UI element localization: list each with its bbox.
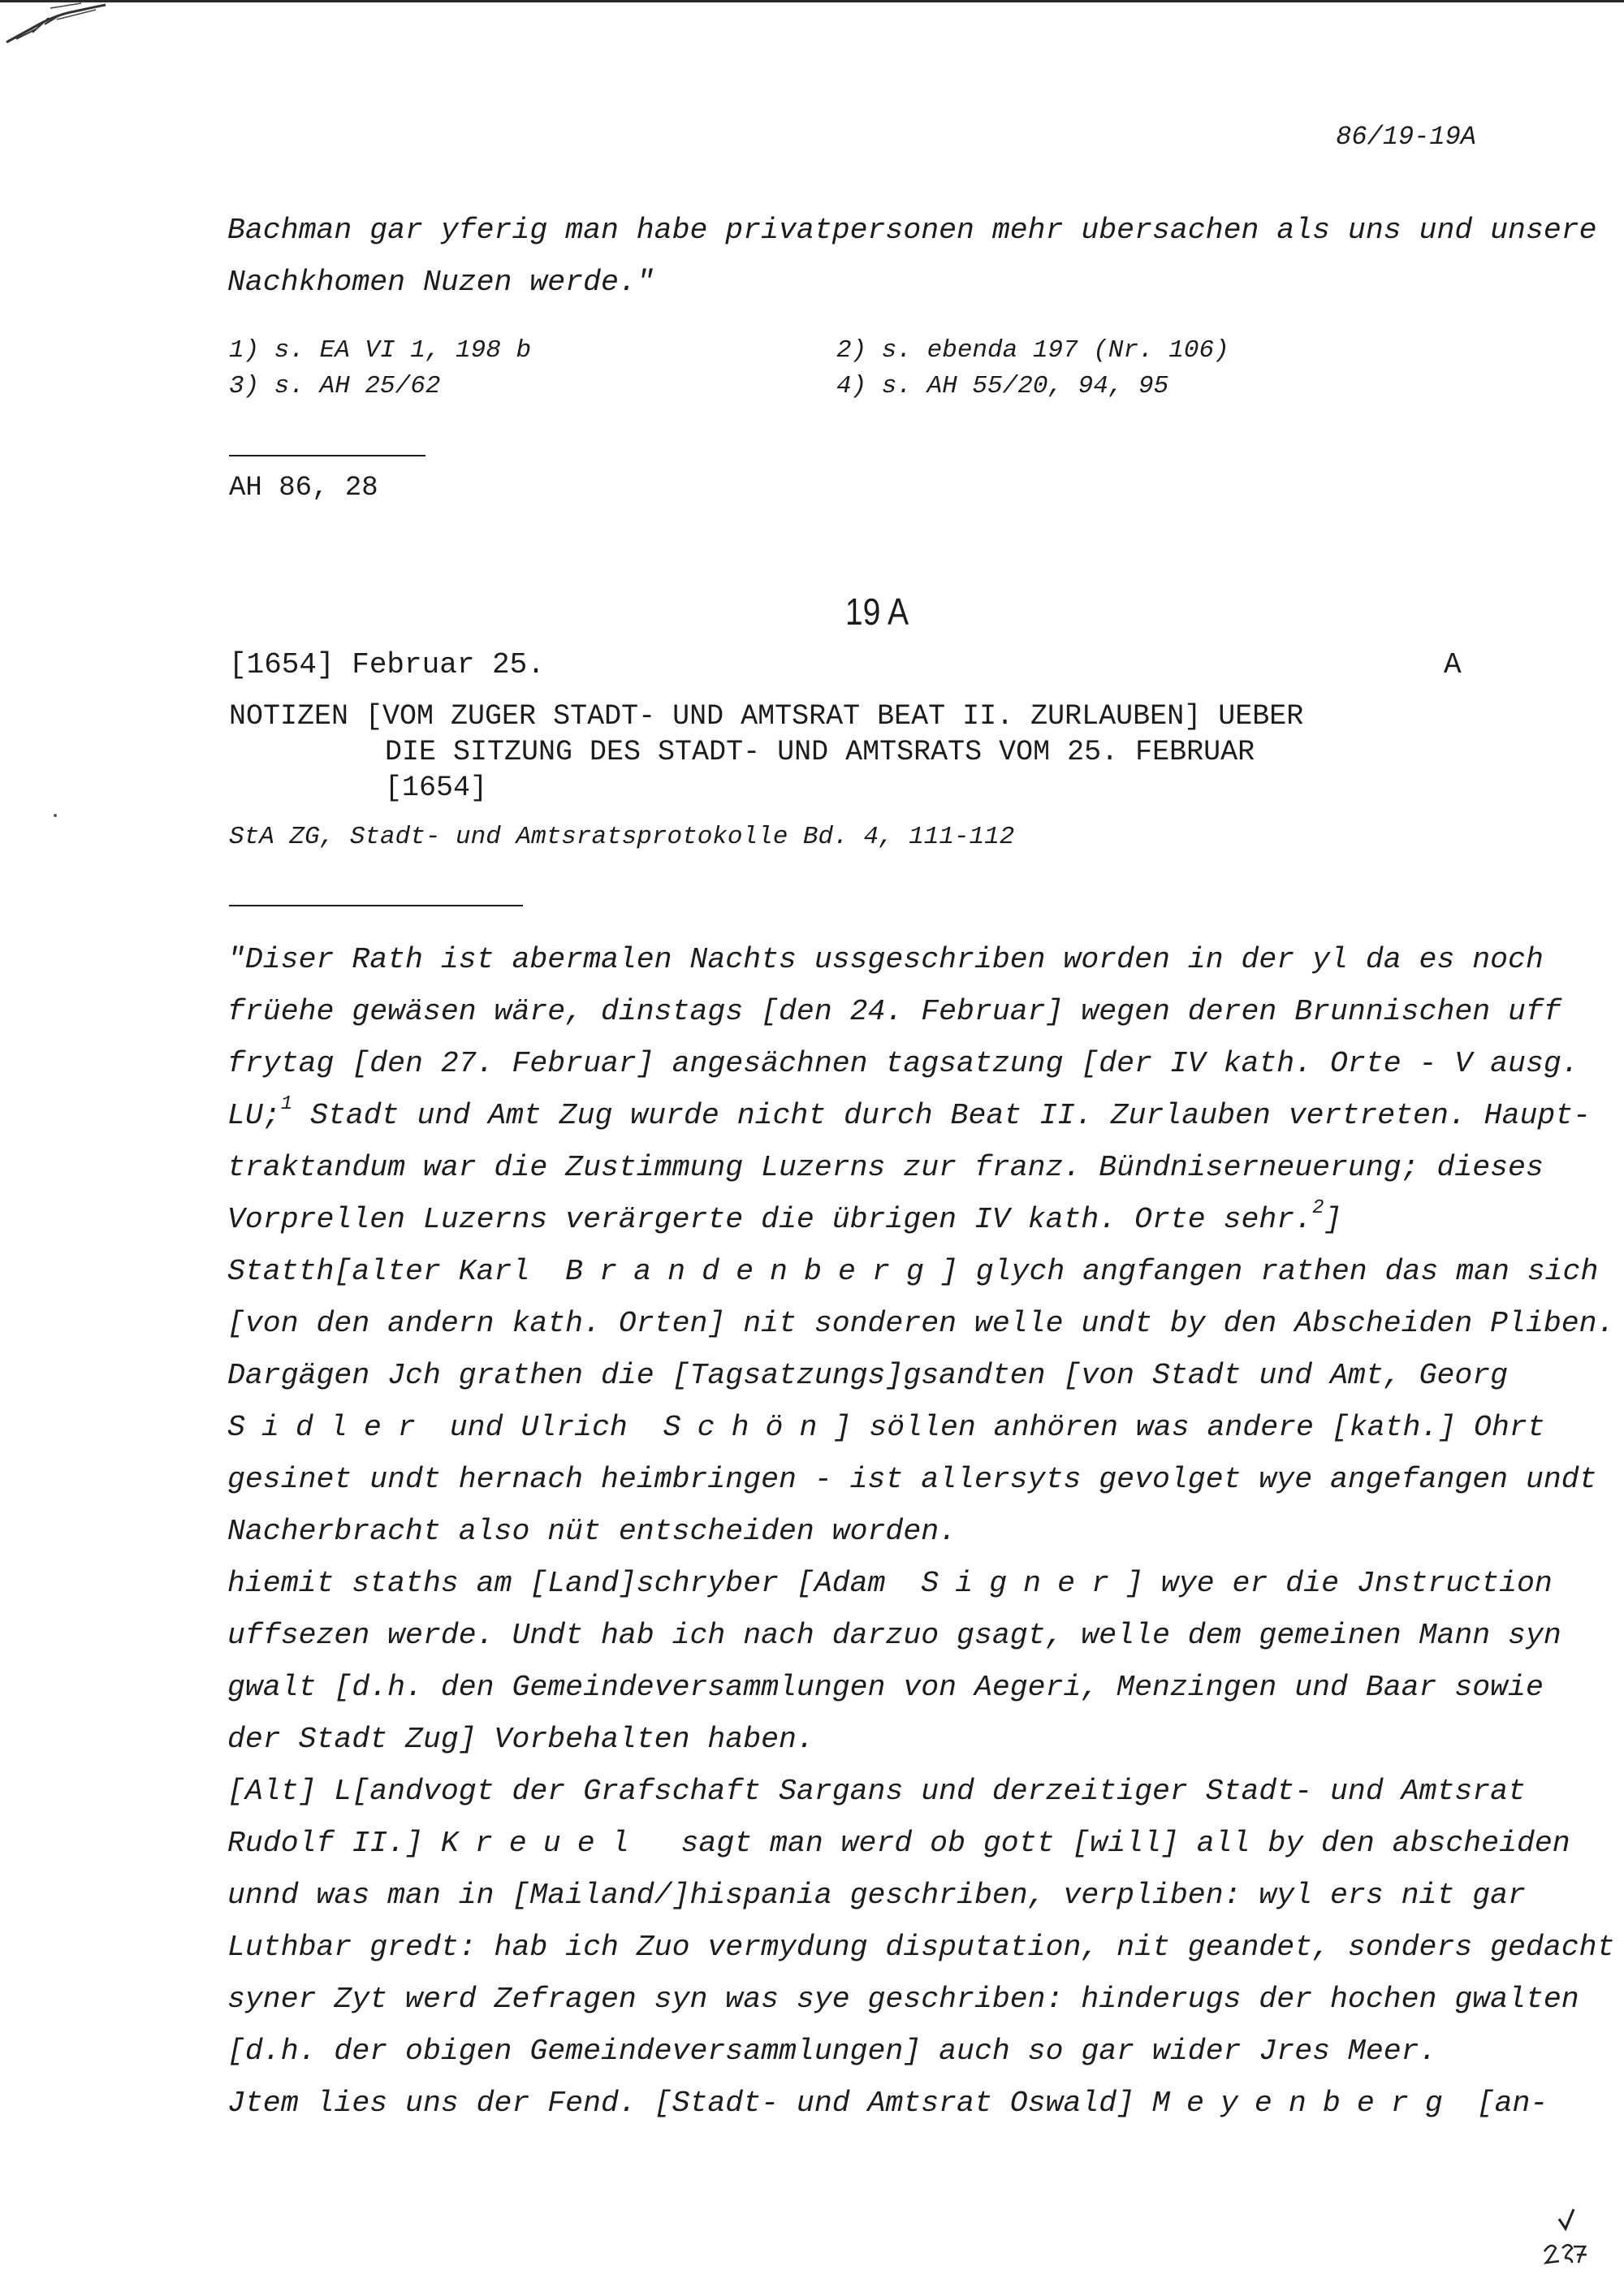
spaced-name: Meyenberg (1152, 2087, 1459, 2120)
body-text: ] söllen anhören was andere [kath.] Ohrt (833, 1411, 1545, 1444)
body-text: sagt man werd ob gott [will] all by den abscheiden (645, 1827, 1570, 1860)
body-text: und Ulrich (431, 1411, 663, 1444)
footnote-marker: 1 (280, 1093, 293, 1115)
body-text: ] (1324, 1203, 1342, 1236)
document-type-letter: A (1444, 648, 1462, 681)
body-line: gesinet undt hernach heimbringen - ist allersyts gevolget wye angefangen undt (227, 1463, 1597, 1496)
document-title-line: [1654] (385, 772, 488, 804)
body-line (227, 1197, 1342, 1238)
body-line: "Diser Rath ist abermalen Nachts ussgeschriben worden in der yl da es noch (227, 943, 1544, 976)
document-title-line: NOTIZEN [VOM ZUGER STADT- UND AMTSRAT BEAT II. ZURLAUBEN] UEBER (229, 700, 1304, 733)
spaced-name: Kreuel (440, 1827, 646, 1860)
separator-rule (229, 455, 425, 456)
body-line (227, 1826, 1570, 1862)
body-text: [an- (1458, 2087, 1548, 2120)
footnote-3: 3) s. AH 25/62 (229, 372, 441, 400)
page-number: 86/19-19A (1336, 122, 1476, 152)
handwritten-mark (1541, 2195, 1590, 2268)
spaced-name: Signer (921, 1567, 1126, 1600)
intro-line: Bachman gar yferig man habe privatpersonen mehr ubersachen als uns und unsere (227, 214, 1597, 247)
separator-rule (229, 905, 523, 906)
body-text: Stadt und Amt Zug wurde nicht durch Beat II. Zurlauben vertreten. Haupt- (292, 1099, 1592, 1132)
scan-speck (54, 814, 57, 817)
body-text: Vorprellen Luzerns verärgerte die übrigen IV kath. Orte sehr. (227, 1203, 1313, 1236)
footnote-4: 4) s. AH 55/20, 94, 95 (836, 372, 1169, 400)
body-line: traktandum war die Zustimmung Luzerns zur franz. Bündniserneuerung; dieses (227, 1151, 1544, 1184)
body-text: Rudolf II.] (227, 1827, 441, 1860)
body-line: syner Zyt werd Zefragen syn was sye geschriben: hinderugs der hochen gwalten (227, 1983, 1579, 2016)
body-text: ] glych angfangen rathen das man sich (939, 1255, 1599, 1288)
body-line (227, 1410, 1545, 1446)
footnote-2: 2) s. ebenda 197 (Nr. 106) (836, 336, 1229, 365)
body-line: der Stadt Zug] Vorbehalten haben. (227, 1723, 814, 1756)
document-number: 19 A (844, 590, 909, 633)
body-text: ] wye er die Jnstruction (1125, 1567, 1553, 1600)
body-text: hiemit staths am [Land]schryber [Adam (227, 1567, 922, 1600)
body-line (227, 1566, 1553, 1602)
body-line: unnd was man in [Mailand/]hispania geschriben, verpliben: wyl ers nit gar (227, 1879, 1526, 1912)
body-text: Jtem lies uns der Fend. [Stadt- und Amtsrat Oswald] (227, 2087, 1152, 2120)
body-line: frytag [den 27. Februar] angesächnen tagsatzung [der IV kath. Orte - V ausg. (227, 1047, 1579, 1080)
spaced-name: Sidler (227, 1411, 432, 1444)
intro-line: Nachkhomen Nuzen werde." (227, 266, 654, 299)
body-line: früehe gewäsen wäre, dinstags [den 24. Februar] wegen deren Brunnischen uff (227, 995, 1561, 1028)
body-line (227, 1093, 1592, 1134)
body-line: [von den andern kath. Orten] nit sonderen welle undt by den Abscheiden Pliben. (227, 1307, 1615, 1340)
body-line: uffsezen werde. Undt hab ich nach darzuo gsagt, welle dem gemeinen Mann syn (227, 1619, 1561, 1652)
scan-top-edge (0, 0, 1624, 2)
body-line (227, 2086, 1548, 2121)
body-line (227, 1254, 1598, 1290)
spaced-name: Schön (663, 1411, 834, 1444)
source-reference: AH 86, 28 (229, 473, 378, 504)
body-line: Luthbar gredt: hab ich Zuo vermydung disputation, nit geandet, sonders gedacht (227, 1931, 1615, 1964)
scan-mark-corner (0, 0, 114, 57)
footnote-marker: 2 (1312, 1197, 1324, 1219)
body-line: [d.h. der obigen Gemeindeversammlungen] auch so gar wider Jres Meer. (227, 2035, 1437, 2068)
body-text: Statth[alter Karl (227, 1255, 566, 1288)
document-title-line: DIE SITZUNG DES STADT- UND AMTSRATS VOM 25. FEBRUAR (385, 736, 1255, 768)
body-line: Dargägen Jch grathen die [Tagsatzungs]gsandten [von Stadt und Amt, Georg (227, 1359, 1509, 1392)
document-date: [1654] Februar 25. (229, 648, 545, 681)
body-line: [Alt] L[andvogt der Grafschaft Sargans und derzeitiger Stadt- und Amtsrat (227, 1775, 1526, 1808)
body-text: LU; (227, 1099, 281, 1132)
body-line: Nacherbracht also nüt entscheiden worden. (227, 1515, 957, 1548)
footnote-1: 1) s. EA VI 1, 198 b (229, 336, 532, 365)
spaced-name: Brandenberg (565, 1255, 940, 1288)
archive-reference: StA ZG, Stadt- und Amtsratsprotokolle Bd. 4, 111-112 (229, 823, 1015, 851)
body-line: gwalt [d.h. den Gemeindeversammlungen von Aegeri, Menzingen und Baar sowie (227, 1671, 1544, 1704)
